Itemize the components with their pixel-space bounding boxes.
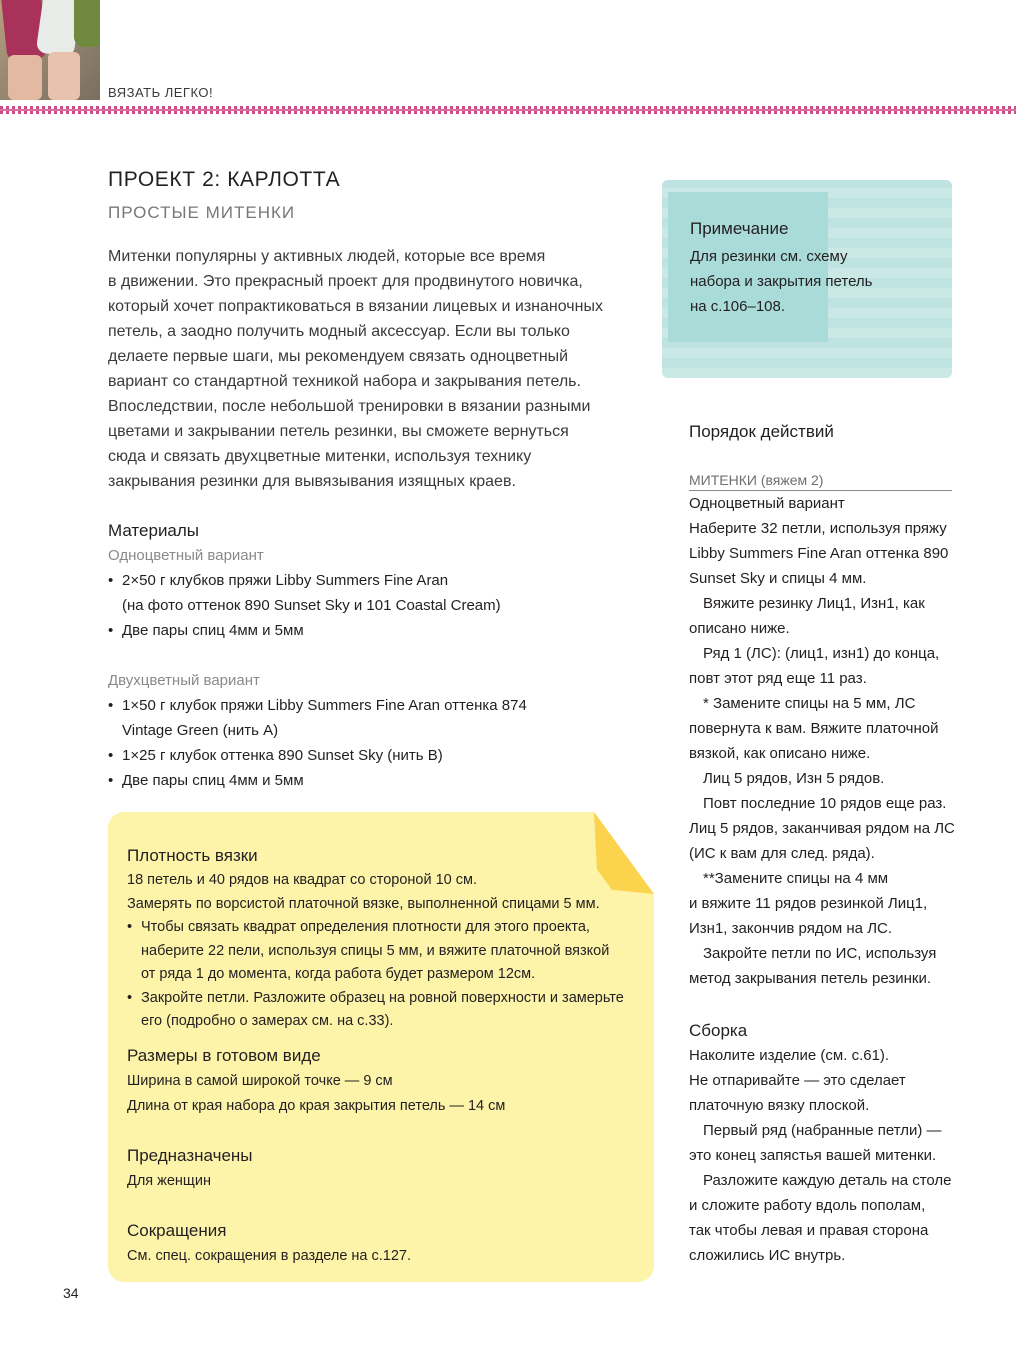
- abbrev-heading: Сокращения: [127, 1221, 227, 1240]
- procedure-line: Изн1, закончив рядом на ЛС.: [689, 920, 893, 937]
- intended-section: [127, 1143, 253, 1194]
- procedure-line: повт этот ряд еще 11 раз.: [689, 670, 867, 687]
- abbrev-section: [127, 1218, 411, 1269]
- gauge-bullet-cont: наберите 22 пели, используя спицы 5 мм, и вяжите платочной вязкой: [141, 942, 610, 959]
- procedure-subheading: МИТЕНКИ (вяжем 2): [689, 470, 952, 491]
- intro-line: вариант со стандартной техникой набора и закрывания петель.: [108, 373, 581, 390]
- intended-heading: Предназначены: [127, 1146, 253, 1165]
- page-title: ПРОЕКТ 2: КАРЛОТТА: [108, 168, 341, 191]
- procedure-line: Ряд 1 (ЛС): (лиц1, изн1) до конца,: [703, 645, 940, 662]
- gauge-line: 18 петель и 40 рядов на квадрат со стороной 10 см.: [127, 872, 478, 888]
- page-number: 34: [63, 1285, 79, 1301]
- assembly-line: это конец запястья вашей митенки.: [689, 1147, 937, 1164]
- header-divider: [0, 106, 1016, 114]
- assembly-line: так чтобы левая и правая сторона: [689, 1222, 929, 1239]
- procedure-line: и вяжите 11 рядов резинкой Лиц1,: [689, 895, 928, 912]
- procedure-line: описано ниже.: [689, 620, 790, 637]
- procedure-line: вязкой, как описано ниже.: [689, 745, 871, 762]
- note-line: Для резинки см. схему: [690, 248, 848, 265]
- assembly-heading: Сборка: [689, 1021, 748, 1040]
- materials-heading: Материалы: [108, 521, 200, 540]
- procedure-line: (ИС к вам для след. ряда).: [689, 845, 875, 862]
- procedure-variant: Одноцветный вариант: [689, 495, 845, 512]
- sizes-heading: Размеры в готовом виде: [127, 1046, 321, 1065]
- note-text: [690, 244, 872, 319]
- section-label: ВЯЗАТЬ ЛЕГКО!: [108, 85, 214, 100]
- intro-line: Митенки популярны у активных людей, которые все время: [108, 248, 546, 265]
- note-title: Примечание: [690, 219, 789, 238]
- header-photo: [0, 0, 100, 100]
- procedure-line: Вяжите резинку Лиц1, Изн1, как: [703, 595, 925, 612]
- procedure-line: Лиц 5 рядов, Изн 5 рядов.: [703, 770, 885, 787]
- procedure-line: * Замените спицы на 5 мм, ЛС: [703, 695, 916, 712]
- procedure-line: Повт последние 10 рядов еще раз.: [703, 795, 947, 812]
- note-line: на с.106–108.: [690, 298, 786, 315]
- gauge-heading: Плотность вязки: [127, 846, 258, 865]
- page-subtitle: ПРОСТЫЕ МИТЕНКИ: [108, 203, 296, 222]
- gauge-bullet-cont: его (подробно о замерах см. на с.33).: [141, 1013, 394, 1029]
- procedure-heading: Порядок действий: [689, 422, 834, 441]
- intro-line: Впоследствии, после небольшой тренировки в вязании разными: [108, 398, 591, 415]
- material-item: • Две пары спиц 4мм и 5мм: [108, 768, 527, 793]
- procedure-line: Наберите 32 петли, используя пряжу: [689, 520, 947, 537]
- procedure-section: [689, 419, 955, 991]
- intro-line: делаете первые шаги, мы рекомендуем связать одноцветный: [108, 348, 569, 365]
- assembly-line: Не отпаривайте — это сделает: [689, 1072, 906, 1089]
- materials-section: [108, 518, 527, 793]
- assembly-line: и сложите работу вдоль пополам,: [689, 1197, 926, 1214]
- material-item: • 1×50 г клубок пряжи Libby Summers Fine Aran оттенка 874: [108, 693, 527, 718]
- sizes-line: Длина от края набора до края закрытия петель — 14 см: [127, 1098, 506, 1114]
- gauge-bullet: • Чтобы связать квадрат определения плотности для этого проекта,: [127, 916, 624, 940]
- sizes-line: Ширина в самой широкой точке — 9 см: [127, 1073, 393, 1089]
- single-variant-label: Одноцветный вариант: [108, 547, 264, 564]
- material-item-cont: (на фото оттенок 890 Sunset Sky и 101 Coastal Cream): [122, 597, 501, 614]
- procedure-line: Sunset Sky и спицы 4 мм.: [689, 570, 867, 587]
- intro-paragraph: [108, 244, 648, 494]
- procedure-line: Лиц 5 рядов, заканчивая рядом на ЛС: [689, 820, 955, 837]
- sizes-section: [127, 1043, 505, 1119]
- material-item-cont: Vintage Green (нить А): [122, 722, 279, 739]
- assembly-line: платочную вязку плоской.: [689, 1097, 870, 1114]
- assembly-line: сложились ИС внутрь.: [689, 1247, 846, 1264]
- two-color-variant-label: Двухцветный вариант: [108, 672, 260, 689]
- intro-line: цветами и закрывании петель резинки, вы сможете вернуться: [108, 423, 569, 440]
- gauge-bullet-cont: от ряда 1 до момента, когда работа будет размером 12см.: [141, 966, 536, 982]
- procedure-line: **Замените спицы на 4 мм: [703, 870, 889, 887]
- intended-line: Для женщин: [127, 1173, 211, 1189]
- material-item: • 2×50 г клубков пряжи Libby Summers Fine Aran: [108, 568, 527, 593]
- procedure-line: Libby Summers Fine Aran оттенка 890: [689, 545, 949, 562]
- intro-line: в движении. Это прекрасный проект для продвинутого новичка,: [108, 273, 583, 290]
- gauge-bullet: • Закройте петли. Разложите образец на ровной поверхности и замерьте: [127, 987, 624, 1011]
- abbrev-line: См. спец. сокращения в разделе на с.127.: [127, 1248, 412, 1264]
- material-item: • 1×25 г клубок оттенка 890 Sunset Sky (нить В): [108, 743, 527, 768]
- procedure-line: повернута к вам. Вяжите платочной: [689, 720, 939, 737]
- intro-line: который хочет попрактиковаться в вязании лицевых и изнаночных: [108, 298, 603, 315]
- intro-line: сюда и связать двухцветные митенки, используя технику: [108, 448, 532, 465]
- assembly-section: [689, 1018, 952, 1268]
- assembly-line: Наколите изделие (см. с.61).: [689, 1047, 890, 1064]
- gauge-line: Замерять по ворсистой платочной вязке, выполненной спицами 5 мм.: [127, 895, 600, 912]
- intro-line: закрывания резинки для вывязывания изящных краев.: [108, 473, 516, 490]
- material-item: • Две пары спиц 4мм и 5мм: [108, 618, 527, 643]
- procedure-line: Закройте петли по ИС, используя: [703, 945, 937, 962]
- intro-line: петель, а заодно получить модный аксессуар. Если вы только: [108, 323, 570, 340]
- assembly-line: Первый ряд (набранные петли) —: [703, 1122, 942, 1139]
- procedure-line: метод закрывания петель резинки.: [689, 970, 932, 987]
- gauge-section: [127, 843, 624, 1034]
- note-line: набора и закрытия петель: [690, 273, 873, 290]
- assembly-line: Разложите каждую деталь на столе: [703, 1172, 952, 1189]
